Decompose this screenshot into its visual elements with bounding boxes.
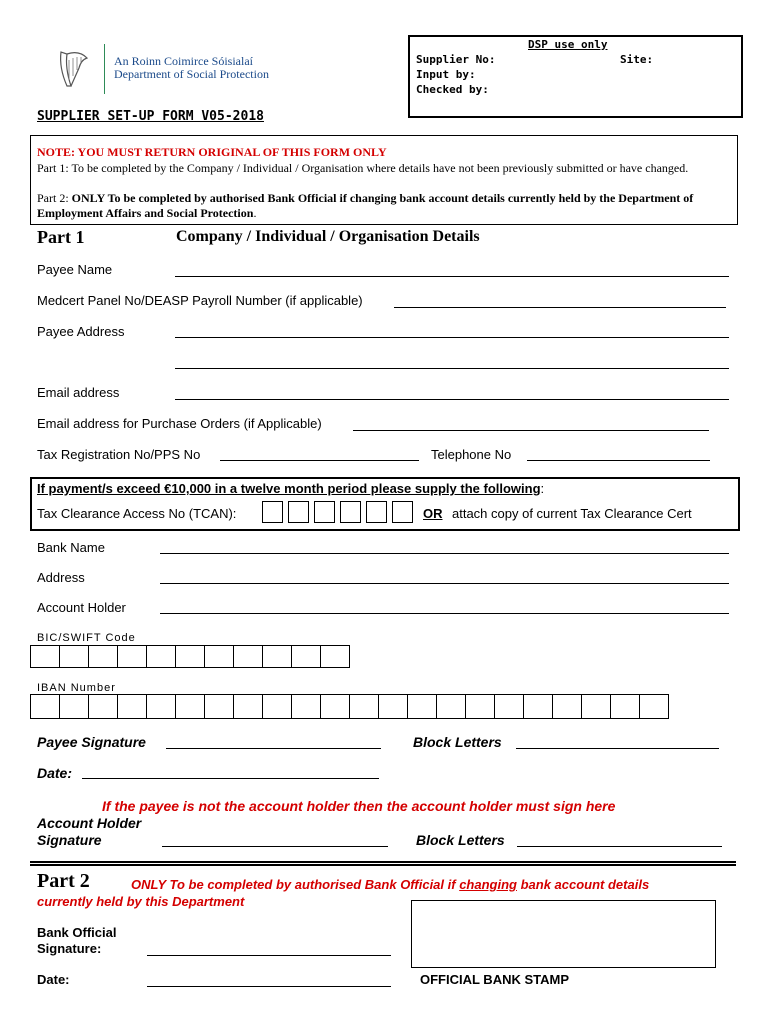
iban-char-box[interactable] <box>146 694 176 719</box>
bic-char-box[interactable] <box>146 645 176 668</box>
tcan-digit-box[interactable] <box>262 501 283 523</box>
bic-char-box[interactable] <box>59 645 89 668</box>
account-holder-label: Account Holder <box>37 600 126 615</box>
supplier-no-label: Supplier No: <box>416 53 496 66</box>
iban-char-box[interactable] <box>59 694 89 719</box>
iban-char-box[interactable] <box>30 694 60 719</box>
account-holder-field[interactable] <box>160 613 729 614</box>
payee-name-label: Payee Name <box>37 262 113 277</box>
payee-signature-field[interactable] <box>166 748 381 749</box>
iban-char-box[interactable] <box>233 694 263 719</box>
iban-boxes <box>30 694 669 719</box>
iban-char-box[interactable] <box>436 694 466 719</box>
telephone-field[interactable] <box>527 460 710 461</box>
tcan-digit-box[interactable] <box>392 501 413 523</box>
telephone-label: Telephone No <box>431 447 512 462</box>
email-label: Email address <box>37 385 120 400</box>
payee-date-field[interactable] <box>82 778 379 779</box>
part2-note-line2: currently held by this Department <box>37 894 245 909</box>
tax-clearance-heading: If payment/s exceed €10,000 in a twelve month period please supply the following: <box>37 481 545 496</box>
email-po-field[interactable] <box>353 430 709 431</box>
email-field[interactable] <box>175 399 729 400</box>
medcert-label: Medcert Panel No/DEASP Payroll Number (if applicable) <box>37 293 363 308</box>
form-title: SUPPLIER SET-UP FORM V05-2018 <box>37 109 264 124</box>
site-label: Site: <box>620 53 654 66</box>
bic-char-box[interactable] <box>233 645 263 668</box>
block-letters-field[interactable] <box>516 748 719 749</box>
payee-name-field[interactable] <box>175 276 729 277</box>
tcan-digit-box[interactable] <box>340 501 361 523</box>
account-holder-sig-label-2: Signature <box>37 832 102 848</box>
note-part1: Part 1: To be completed by the Company / Individual / Organisation where details have not been previously submitted or have changed. <box>37 161 689 175</box>
bank-official-label-2: Signature: <box>37 941 102 956</box>
part2-heading: Part 2 <box>37 870 90 892</box>
account-holder-signature-field[interactable] <box>162 846 388 847</box>
iban-char-box[interactable] <box>552 694 582 719</box>
tcan-label: Tax Clearance Access No (TCAN): <box>37 506 237 521</box>
dsp-use-only-title: DSP use only <box>528 38 608 51</box>
iban-char-box[interactable] <box>349 694 379 719</box>
bic-char-box[interactable] <box>204 645 234 668</box>
payee-address-field-2[interactable] <box>175 368 729 369</box>
bank-date-field[interactable] <box>147 986 391 987</box>
checked-by-label: Checked by: <box>416 83 489 96</box>
account-holder-sig-label-1: Account Holder <box>37 815 142 831</box>
dept-name-english: Department of Social Protection <box>114 67 269 81</box>
bank-address-label: Address <box>37 570 85 585</box>
bic-label: BIC/SWIFT Code <box>37 632 136 644</box>
bic-boxes <box>30 645 350 668</box>
bic-char-box[interactable] <box>175 645 205 668</box>
payee-signature-label: Payee Signature <box>37 734 146 750</box>
block-letters-field-2[interactable] <box>517 846 722 847</box>
tcan-digit-box[interactable] <box>314 501 335 523</box>
medcert-field[interactable] <box>394 307 726 308</box>
attach-cert-label: attach copy of current Tax Clearance Cert <box>452 506 692 521</box>
iban-char-box[interactable] <box>610 694 640 719</box>
block-letters-label: Block Letters <box>413 734 502 750</box>
payee-address-label: Payee Address <box>37 324 125 339</box>
bic-char-box[interactable] <box>320 645 350 668</box>
bank-official-label-1: Bank Official <box>37 925 117 940</box>
logo-divider <box>104 44 105 94</box>
bic-char-box[interactable] <box>117 645 147 668</box>
bic-char-box[interactable] <box>30 645 60 668</box>
part2-divider <box>30 861 736 866</box>
bank-address-field[interactable] <box>160 583 729 584</box>
iban-char-box[interactable] <box>407 694 437 719</box>
part1-subheading: Company / Individual / Organisation Details <box>176 228 480 245</box>
iban-char-box[interactable] <box>465 694 495 719</box>
iban-char-box[interactable] <box>581 694 611 719</box>
part1-heading: Part 1 <box>37 227 85 247</box>
iban-char-box[interactable] <box>378 694 408 719</box>
tax-reg-field[interactable] <box>220 460 419 461</box>
part2-note: ONLY To be completed by authorised Bank Official if changing bank account details <box>131 877 650 892</box>
iban-char-box[interactable] <box>320 694 350 719</box>
note-part2: Part 2: ONLY To be completed by authorised Bank Official if changing bank account details currently held by the Department of Employment Affairs and Social Protection. <box>37 191 694 220</box>
iban-char-box[interactable] <box>494 694 524 719</box>
official-bank-stamp-label: OFFICIAL BANK STAMP <box>420 972 570 987</box>
account-holder-notice: If the payee is not the account holder then the account holder must sign here <box>102 798 616 814</box>
or-label: OR <box>423 506 443 521</box>
bic-char-box[interactable] <box>291 645 321 668</box>
dept-name-irish: An Roinn Coimirce Sóisialaí <box>114 54 253 68</box>
iban-char-box[interactable] <box>523 694 553 719</box>
bic-char-box[interactable] <box>262 645 292 668</box>
bank-stamp-box[interactable] <box>411 900 716 968</box>
iban-char-box[interactable] <box>291 694 321 719</box>
iban-char-box[interactable] <box>204 694 234 719</box>
iban-char-box[interactable] <box>88 694 118 719</box>
iban-char-box[interactable] <box>639 694 669 719</box>
harp-logo <box>55 48 93 90</box>
iban-char-box[interactable] <box>262 694 292 719</box>
note-title: NOTE: YOU MUST RETURN ORIGINAL OF THIS FORM ONLY <box>37 145 387 159</box>
bank-name-field[interactable] <box>160 553 729 554</box>
iban-char-box[interactable] <box>175 694 205 719</box>
iban-label: IBAN Number <box>37 682 116 694</box>
tcan-digit-box[interactable] <box>366 501 387 523</box>
bank-date-label: Date: <box>37 972 70 987</box>
block-letters-label-2: Block Letters <box>416 832 505 848</box>
payee-date-label: Date: <box>37 765 73 781</box>
bank-official-signature-field[interactable] <box>147 955 391 956</box>
tcan-digit-box[interactable] <box>288 501 309 523</box>
bank-name-label: Bank Name <box>37 540 105 555</box>
iban-char-box[interactable] <box>117 694 147 719</box>
input-by-label: Input by: <box>416 68 476 81</box>
email-po-label: Email address for Purchase Orders (if Applicable) <box>37 416 322 431</box>
payee-address-field-1[interactable] <box>175 337 729 338</box>
tax-reg-label: Tax Registration No/PPS No <box>37 447 201 462</box>
bic-char-box[interactable] <box>88 645 118 668</box>
